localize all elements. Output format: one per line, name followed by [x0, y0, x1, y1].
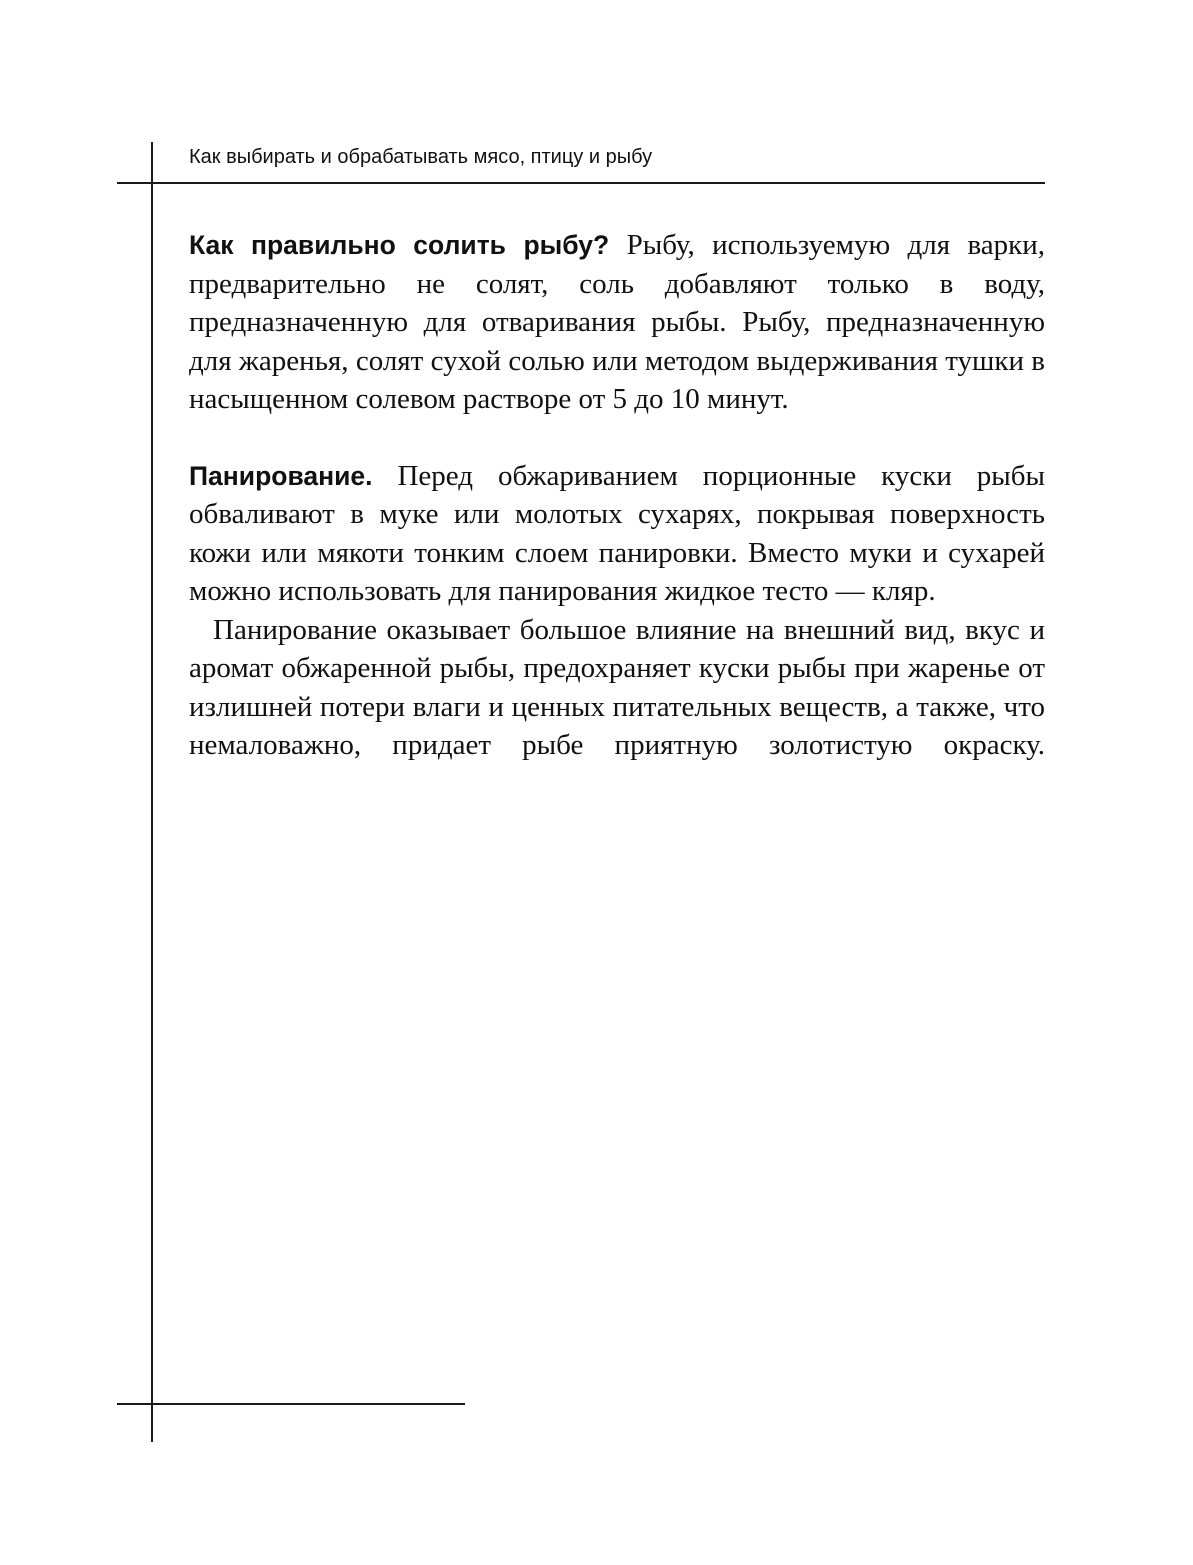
paragraph-lead: Панирование. — [189, 460, 373, 491]
paragraph-breading-effect — [189, 611, 1045, 765]
paragraph-text: Перед обжариванием порционные куски рыбы обваливают в муке или молотых сухарях, покрывая поверхность кожи или мякоти тонким слоем панировки. Вместо муки и сухарей можно использовать для панирования жидкое тесто — кляр. — [189, 459, 1045, 607]
paragraph-breading — [189, 457, 1045, 611]
paragraph-text: Рыбу, используемую для варки, предварительно не солят, соль добавляют только в воду, предназначенную для отваривания рыбы. Рыбу, предназначенную для жаренья, солят сухой солью или методом выдерживания тушки в насыщенном солевом растворе от 5 до 10 минут. — [189, 229, 1046, 415]
running-title: Как выбирать и обрабатывать мясо, птицу и рыбу — [189, 146, 653, 168]
header-rule — [117, 182, 1045, 184]
body-text — [189, 226, 1045, 765]
margin-rule-vertical — [151, 142, 153, 1442]
paragraph-lead: Как правильно солить рыбу? — [189, 230, 610, 260]
paragraph-salting-fish — [189, 226, 1045, 419]
footer-rule — [117, 1403, 465, 1405]
paragraph-text: Панирование оказывает большое влияние на внешний вид, вкус и аромат обжаренной рыбы, предохраняет куски рыбы при жаренье от излишней потери влаги и ценных питательных веществ, а также, что немаловажно, придает рыбе приятную золотистую окраску. — [189, 613, 1045, 761]
